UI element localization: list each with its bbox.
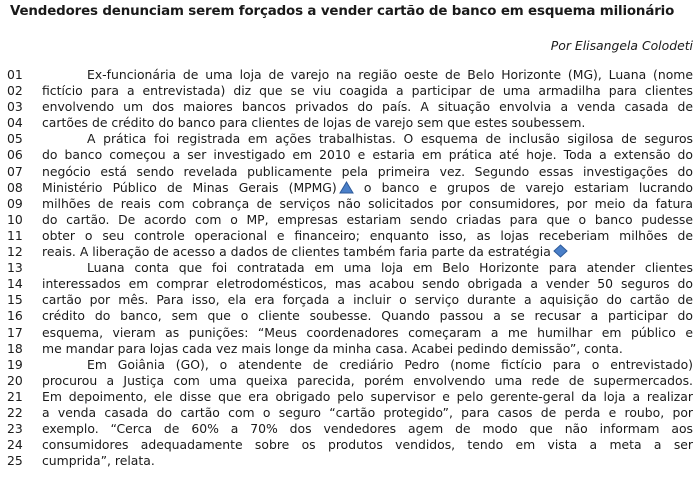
text-line xyxy=(0,83,699,99)
line-text: do banco começou a ser investigado em 2010 e estaria em prática até hoje. Toda a extensão do xyxy=(42,147,693,163)
line-text: consumidores adequadamente sobre os produtos vendidos, tendo em vista a meta a ser xyxy=(42,437,693,453)
article-body xyxy=(0,67,699,469)
text-line xyxy=(0,357,699,373)
article-title: Vendedores denunciam serem forçados a vender cartão de banco em esquema milionário xyxy=(10,4,675,19)
line-number: 12 xyxy=(7,244,23,260)
text-line xyxy=(0,244,699,260)
line-text: do cartão. De acordo com o MP, empresas estariam sendo criadas para que o banco pudesse xyxy=(42,211,693,227)
line-number: 01 xyxy=(7,67,23,82)
line-number: 19 xyxy=(7,356,23,372)
text-line xyxy=(0,99,699,115)
text-line xyxy=(0,405,699,421)
line-text: Luana conta que foi contratada em uma loja em Belo Horizonte para atender clientes xyxy=(87,260,693,276)
text-line xyxy=(0,373,699,389)
text-line xyxy=(0,341,699,357)
text-line xyxy=(0,325,699,341)
line-text: me mandar para lojas cada vez mais longe da minha casa. Acabei pedindo demissão”, conta. xyxy=(42,340,623,356)
text-line xyxy=(0,389,699,405)
text-line xyxy=(0,196,699,212)
line-number: 02 xyxy=(7,83,23,99)
line-text: envolvendo um dos maiores bancos privados do país. A situação envolvia a venda casada de xyxy=(42,99,693,115)
text-line xyxy=(0,308,699,324)
line-text: Em Goiânia (GO), o atendente de crediário Pedro (nome fictício para o entrevistado) xyxy=(87,356,693,372)
line-number: 05 xyxy=(7,131,23,147)
text-line xyxy=(0,164,699,180)
line-text-part: Ministério Público de Minas Gerais (MPMG) xyxy=(42,179,337,195)
line-number: 08 xyxy=(7,179,23,195)
line-text: Em depoimento, ele disse que era obrigado pelo supervisor e pelo gerente-geral da loja a realizar xyxy=(42,388,693,404)
line-number: 13 xyxy=(7,260,23,276)
line-number: 06 xyxy=(7,147,23,163)
line-number: 11 xyxy=(7,227,23,243)
line-text: obter o seu controle operacional e financeiro; enquanto isso, as lojas receberiam milhões de xyxy=(42,227,693,243)
line-text: exemplo. “Cerca de 60% a 70% dos vendedores agem de modo que não informam aos xyxy=(42,421,693,437)
line-text: cartão por mês. Para isso, ela era forçada a incluir o serviço durante a aquisição do cartão de xyxy=(42,292,693,308)
line-text: fictício para a entrevistada) diz que se viu coagida a participar de uma armadilha para clientes xyxy=(42,83,693,99)
line-number: 09 xyxy=(7,195,23,211)
line-number: 17 xyxy=(7,324,23,340)
line-number: 15 xyxy=(7,292,23,308)
line-text: cumprida”, relata. xyxy=(42,453,155,469)
text-line xyxy=(0,453,699,469)
line-number: 25 xyxy=(7,453,23,469)
text-line xyxy=(0,292,699,308)
line-text: a venda casada do cartão com o seguro “cartão protegido”, para casos de perda e roubo, por xyxy=(42,404,693,420)
line-text: procurou a Justiça com uma queixa parecida, porém envolvendo uma rede de supermercados. xyxy=(42,372,693,388)
text-line xyxy=(0,212,699,228)
line-number: 16 xyxy=(7,308,23,324)
line-text: negócio está sendo revelada publicamente pela primeira vez. Segundo essas investigações do xyxy=(42,163,693,179)
line-number: 21 xyxy=(7,388,23,404)
line-number: 04 xyxy=(7,115,23,131)
line-text-part: reais. A liberação de acesso a dados de clientes também faria parte da estratégia xyxy=(42,244,551,260)
line-number: 22 xyxy=(7,404,23,420)
line-number: 18 xyxy=(7,340,23,356)
article-byline: Por Elisangela Colodeti xyxy=(550,38,693,53)
text-line xyxy=(0,276,699,292)
text-line xyxy=(0,147,699,163)
line-text: milhões de reais com cobrança de serviços não solicitados por consumidores, por meio da fatura xyxy=(42,195,693,211)
text-line xyxy=(0,180,699,196)
line-number: 14 xyxy=(7,276,23,292)
line-text: cartões de crédito do banco para clientes de lojas de varejo sem que estes soubessem. xyxy=(42,115,586,131)
line-text: crédito do banco, sem que o cliente soubesse. Quando passou a se recusar a participar do xyxy=(42,308,693,324)
text-line xyxy=(0,131,699,147)
text-line xyxy=(0,421,699,437)
line-text: A prática foi registrada em ações trabalhistas. O esquema de inclusão sigilosa de seguros xyxy=(87,131,693,147)
line-number: 10 xyxy=(7,211,23,227)
line-number: 03 xyxy=(7,99,23,115)
text-line xyxy=(0,115,699,131)
text-line xyxy=(0,260,699,276)
line-number: 23 xyxy=(7,421,23,437)
line-text: esquema, vieram as punições: “Meus coordenadores começaram a me humilhar em público e xyxy=(42,324,693,340)
line-number: 07 xyxy=(7,163,23,179)
line-text: interessados em comprar eletrodomésticos, mas acabou sendo obrigada a vender 50 seguros do xyxy=(42,276,693,292)
text-line xyxy=(0,228,699,244)
line-text-part: o banco e grupos de varejo estariam lucrando xyxy=(363,179,693,195)
text-line xyxy=(0,437,699,453)
line-text: Ex-funcionária de uma loja de varejo na região oeste de Belo Horizonte (MG), Luana (nome xyxy=(87,67,693,82)
text-line xyxy=(0,67,699,83)
line-number: 24 xyxy=(7,437,23,453)
line-number: 20 xyxy=(7,372,23,388)
